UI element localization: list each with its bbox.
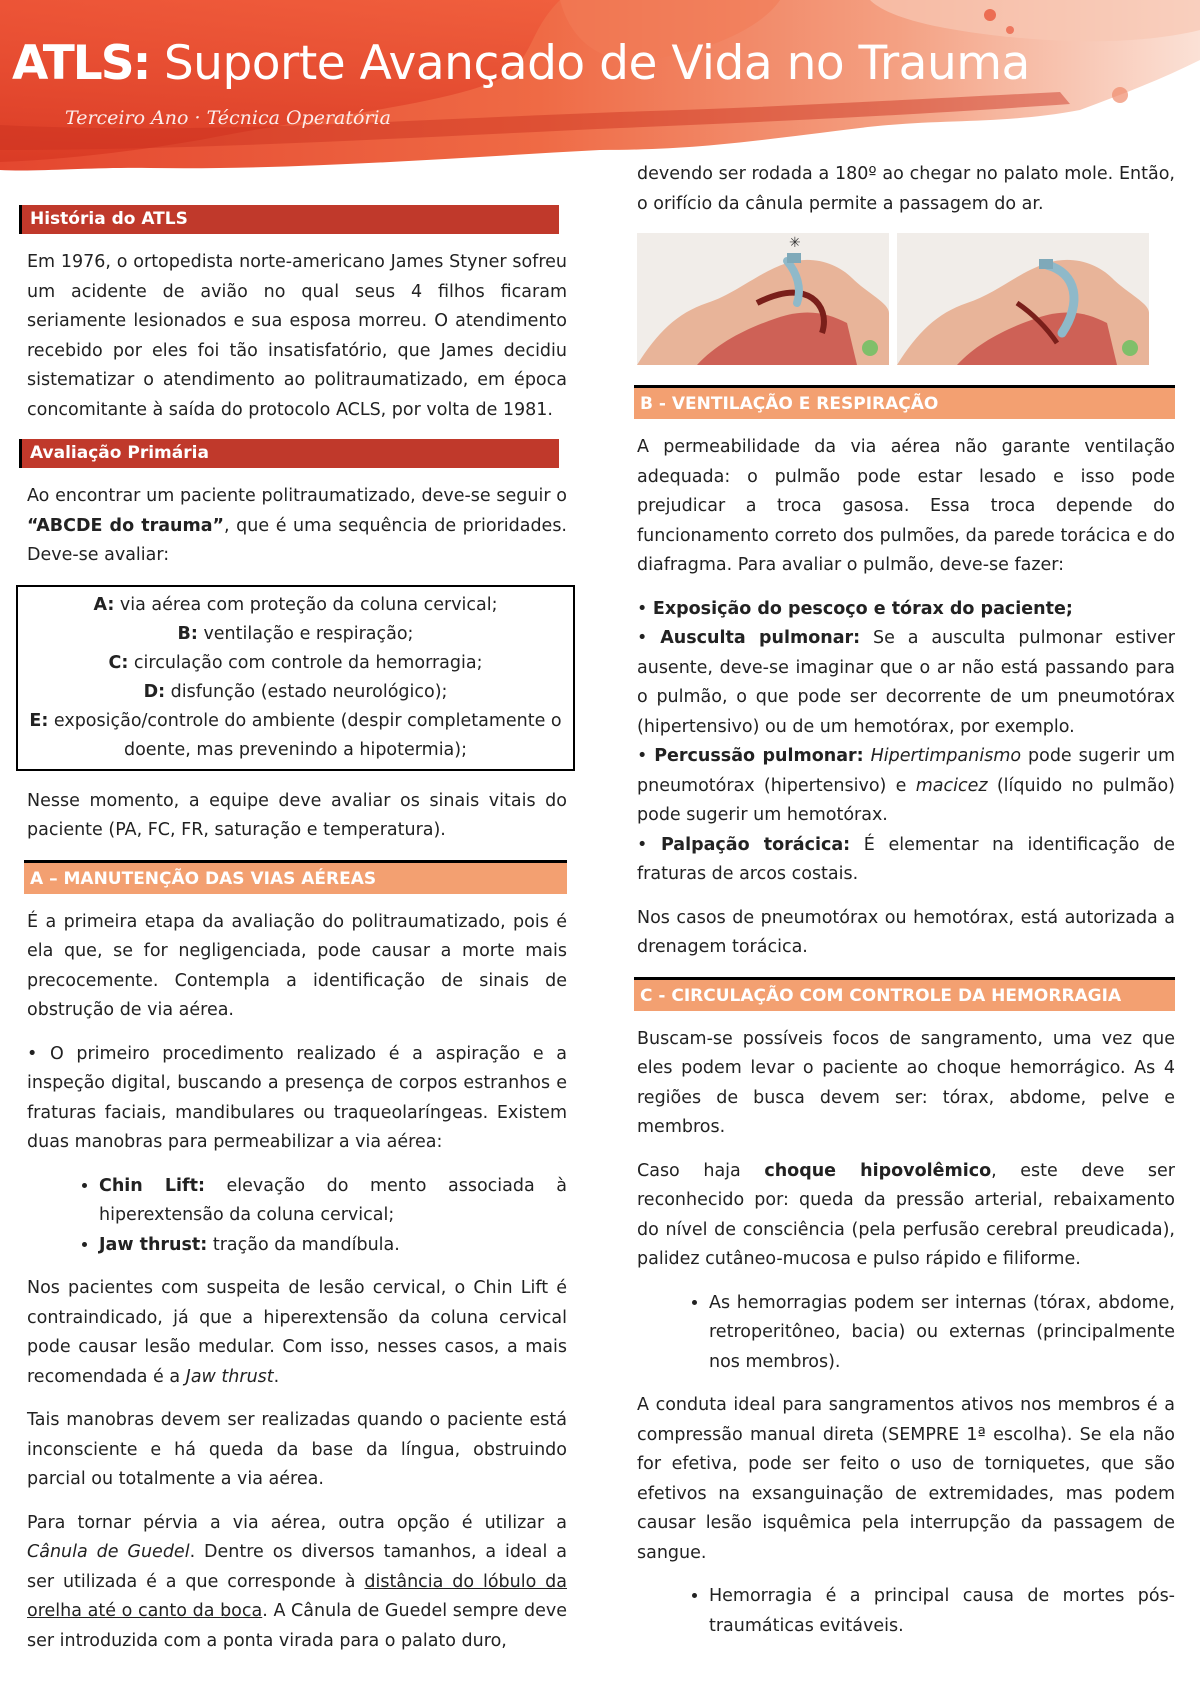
heading-circulacao: C - CIRCULAÇÃO COM CONTROLE DA HEMORRAGIA	[634, 977, 1175, 1011]
manobras-list	[27, 1172, 567, 1261]
paragraph-avaliacao-intro: Ao encontrar um paciente politraumatizado, deve-se seguir o “ABCDE do trauma”, que é uma sequência de prioridades. Deve-se avaliar:	[27, 486, 567, 565]
heading-historia: História do ATLS	[19, 205, 559, 234]
abcde-box	[16, 585, 575, 771]
bullet-percussao: • Percussão pulmonar: Hipertimpanismo pode sugerir um pneumotórax (hipertensivo) e macicez (líquido no pulmão) pode sugerir um hemotórax.	[637, 746, 1175, 825]
paragraph-manutencao-1: É a primeira etapa da avaliação do politraumatizado, pois é ela que, se for negligenciada, pode causar a morte mais precocemente. Contempla a identificação de sinais de obstrução de via aérea.	[27, 911, 567, 1020]
paragraph-circulacao-3: A conduta ideal para sangramentos ativos nos membros é a compressão manual direta (SEMPRE 1ª escolha). Se ela não for efetiva, pode ser feito o uso de torniquetes, que são efetivos na exsanguinação de extremidades, mas podem causar lesão isquêmica pela interrupção da passagem de sangue.	[637, 1395, 1175, 1563]
abcde-item-a: A: via aérea com proteção da coluna cervical;	[93, 594, 498, 615]
bullet-exposicao: • Exposição do pescoço e tórax do paciente;	[637, 598, 1073, 619]
abcde-item-e: E: exposição/controle do ambiente (despir completamente o doente, mas prevenindo a hipotermia);	[29, 710, 562, 760]
page-subtitle: Terceiro Ano · Técnica Operatória	[65, 107, 391, 129]
list-item-chin-lift: • Chin Lift: elevação do mento associada à hiperextensão da coluna cervical;	[99, 1172, 567, 1231]
paragraph-manutencao-4: Tais manobras devem ser realizadas quando o paciente está inconsciente e há queda da base da língua, obstruindo parcial ou totalmente a via aérea.	[27, 1410, 567, 1489]
paragraph-manutencao-5: Para tornar pérvia a via aérea, outra opção é utilizar a Cânula de Guedel. Dentre os diversos tamanhos, a ideal a ser utilizada é a que corresponde à distância do lóbulo da orelha até o canto da boca. A Cânula de Guedel sempre deve ser introduzida com a ponta virada para o palato duro,	[27, 1512, 568, 1651]
paragraph-ventilacao-1: A permeabilidade da via aérea não garante ventilação adequada: o pulmão pode estar lesado e isso pode prejudicar a troca gasosa. Essa troca depende do funcionamento correto dos pulmões, da parede torácica e do diafragma. Para avaliar o pulmão, deve-se fazer:	[637, 437, 1175, 575]
list-item-jaw-thrust: • Jaw thrust: tração da mandíbula.	[99, 1231, 567, 1261]
guedel-illustrations	[637, 233, 1175, 365]
hemorragia-causa-list	[637, 1582, 1175, 1641]
paragraph-historia: Em 1976, o ortopedista norte-americano James Styner sofreu um acidente de avião no qual seus 4 filhos ficaram seriamente lesionados e sua esposa morreu. O atendimento recebido por eles foi tão insatisfatório, que James decidiu sistematizar o atendimento ao politraumatizado, em época concomitante à saída do protocolo ACLS, por volta de 1981.	[27, 252, 567, 420]
heading-manutencao-vias-aereas: A – MANUTENÇÃO DAS VIAS AÉREAS	[24, 860, 567, 894]
left-column	[27, 205, 567, 1670]
right-column	[637, 160, 1175, 1655]
hemorragias-list	[637, 1289, 1175, 1378]
page-title: ATLS: Suporte Avançado de Vida no Trauma	[12, 36, 1030, 91]
header-banner	[0, 0, 1200, 175]
paragraph-circulacao-1: Buscam-se possíveis focos de sangramento, uma vez que eles podem levar o paciente ao choque hemorrágico. As 4 regiões de busca devem ser: tórax, abdome, pelve e membros.	[637, 1028, 1175, 1137]
paragraph-sinais-vitais: Nesse momento, a equipe deve avaliar os sinais vitais do paciente (PA, FC, FR, saturação e temperatura).	[27, 790, 567, 840]
bullet-palpacao: • Palpação torácica: É elementar na identificação de fraturas de arcos costais.	[637, 834, 1175, 884]
heading-ventilacao-respiracao: B - VENTILAÇÃO E RESPIRAÇÃO	[634, 385, 1175, 419]
paragraph-circulacao-2: Caso haja choque hipovolêmico, este deve ser reconhecido por: queda da pressão arterial, rebaixamento do nível de consciência (pela perfusão cerebral preudicada), palidez cutâneo-mucosa e pulso rápido e filiforme.	[637, 1160, 1176, 1269]
abcde-item-d: D: disfunção (estado neurológico);	[143, 681, 448, 702]
paragraph-manutencao-2: • O primeiro procedimento realizado é a aspiração e a inspeção digital, buscando a presença de corpos estranhos e fraturas faciais, mandibulares ou traqueolaríngeas. Existem duas manobras para permeabilizar a via aérea:	[27, 1043, 567, 1152]
paragraph-manutencao-3: Nos pacientes com suspeita de lesão cervical, o Chin Lift é contraindicado, já que a hiperextensão da coluna cervical pode causar lesão medular. Com isso, nesses casos, a mais recomendada é a Jaw thrust.	[27, 1278, 567, 1387]
abcde-item-c: C: circulação com controle da hemorragia;	[108, 652, 483, 673]
list-item-hemorragia-causa: • Hemorragia é a principal causa de mortes pós-traumáticas evitáveis.	[709, 1582, 1175, 1641]
svg-text:✳: ✳	[789, 235, 801, 251]
abcde-item-b: B: ventilação e respiração;	[177, 623, 414, 644]
guedel-insertion-image-2	[897, 233, 1149, 365]
paragraph-drenagem: Nos casos de pneumotórax ou hemotórax, está autorizada a drenagem torácica.	[637, 907, 1175, 957]
guedel-insertion-image-1	[637, 233, 889, 365]
list-item-hemorragias: • As hemorragias podem ser internas (tórax, abdome, retroperitôneo, bacia) ou externas (principalmente nos membros).	[709, 1289, 1175, 1378]
heading-avaliacao-primaria: Avaliação Primária	[19, 439, 559, 468]
bullet-ausculta: • Ausculta pulmonar: Se a ausculta pulmonar estiver ausente, deve-se imaginar que o ar não está passando para o pulmão, o que pode ser decorrente de um pneumotórax (hipertensivo) ou de um hemotórax, por exemplo.	[637, 628, 1175, 737]
paragraph-guedel-continuation: devendo ser rodada a 180º ao chegar no palato mole. Então, o orifício da cânula permite a passagem do ar.	[637, 164, 1175, 214]
